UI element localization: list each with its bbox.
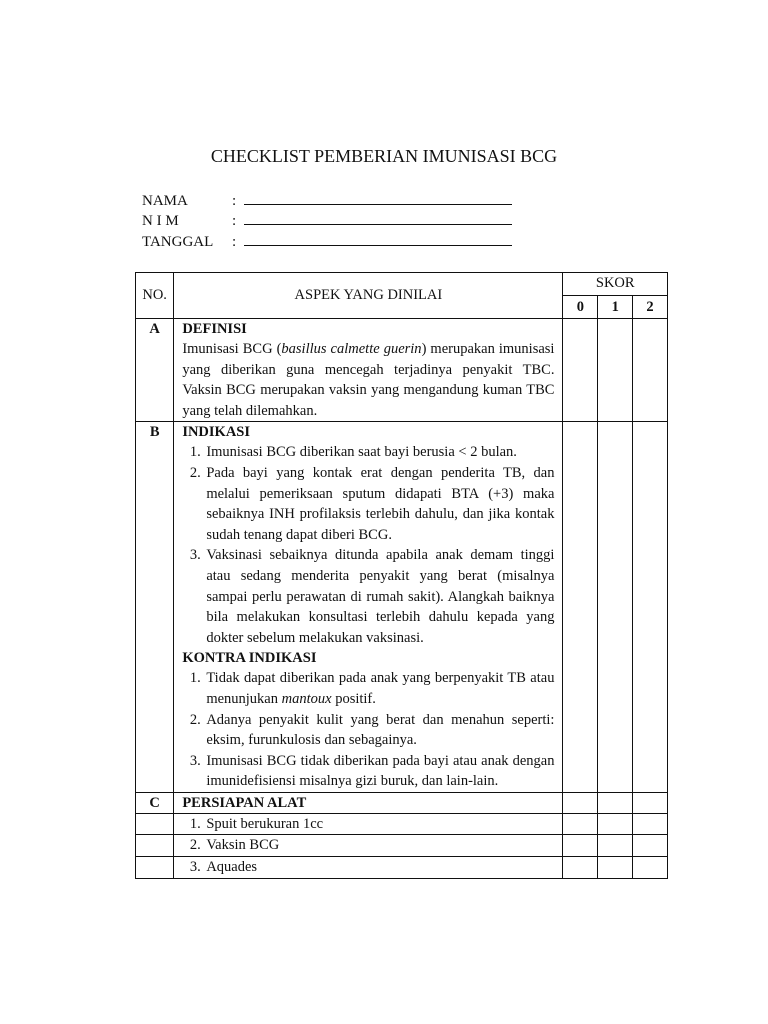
score-cell[interactable]	[598, 835, 633, 857]
table-row	[136, 422, 668, 793]
score-cell[interactable]	[563, 792, 598, 813]
score-cell[interactable]	[633, 319, 668, 422]
tanggal-input-line[interactable]	[244, 232, 512, 246]
score-cell[interactable]	[633, 835, 668, 857]
header-skor-2: 2	[633, 296, 668, 319]
section-title-definisi: DEFINISI	[182, 321, 247, 337]
score-cell[interactable]	[633, 422, 668, 793]
list-item: 2. Pada bayi yang kontak erat dengan penderita TB, dan melalui pemeriksaan sputum didapati BTA (+3) maka sebaiknya INH profilaksis terlebih dahulu, dan jika kontak sudah tenang dapat diberi BCG.	[204, 463, 554, 545]
header-skor-1: 1	[598, 296, 633, 319]
page-title: CHECKLIST PEMBERIAN IMUNISASI BCG	[210, 146, 558, 166]
tanggal-label: TANGGAL	[142, 234, 214, 250]
list-item: 1. Spuit berukuran 1cc	[204, 814, 554, 835]
definisi-text: Imunisasi BCG (basillus calmette guerin) merupakan imunisasi yang diberikan guna mencegah terjadinya penyakit TBC. Vaksin BCG merupakan vaksin yang mengandung kuman TBC yang telah dilemahkan.	[182, 341, 555, 419]
checklist-table	[135, 272, 668, 879]
tanggal-field[interactable]	[142, 232, 512, 252]
list-item: 3. Aquades	[204, 857, 554, 878]
section-letter-a: A	[136, 319, 174, 422]
table-row	[136, 835, 668, 857]
header-aspek: ASPEK YANG DINILAI	[174, 273, 563, 319]
table-row	[136, 857, 668, 879]
table-row	[136, 319, 668, 422]
list-item: 3. Imunisasi BCG tidak diberikan pada bayi atau anak dengan imunidefisiensi misalnya gizi buruk, dan lain-lain.	[204, 751, 554, 792]
score-cell[interactable]	[563, 835, 598, 857]
kontra-indikasi-list	[182, 668, 554, 792]
header-skor: SKOR	[563, 273, 668, 296]
score-cell[interactable]	[563, 319, 598, 422]
score-cell[interactable]	[563, 422, 598, 793]
section-letter-c: C	[136, 792, 174, 813]
list-item: 1. Tidak dapat diberikan pada anak yang berpenyakit TB atau menunjukan mantoux positif.	[204, 668, 554, 709]
nama-label: NAMA	[142, 193, 188, 209]
section-title-persiapan-alat: PERSIAPAN ALAT	[174, 792, 563, 813]
table-row	[136, 813, 668, 835]
section-letter-b: B	[136, 422, 174, 793]
section-title-indikasi: INDIKASI	[182, 424, 250, 441]
nim-colon: :	[232, 213, 237, 229]
score-cell[interactable]	[598, 792, 633, 813]
header-no: NO.	[136, 273, 174, 319]
nama-field[interactable]	[142, 191, 512, 211]
score-cell[interactable]	[598, 813, 633, 835]
list-item: 2. Vaksin BCG	[204, 835, 554, 856]
header-skor-0: 0	[563, 296, 598, 319]
section-a-content	[174, 319, 563, 422]
list-item: 3. Vaksinasi sebaiknya ditunda apabila anak demam tinggi atau sedang menderita penyakit yang berat (misalnya sampai perlu perawatan di rumah sakit). Alangkah baiknya bila melakukan konsultasi terlebih dahulu kepada yang dokter sebelum melakukan vaksinasi.	[204, 545, 554, 648]
score-cell[interactable]	[633, 857, 668, 879]
score-cell[interactable]	[633, 792, 668, 813]
list-item: 1. Imunisasi BCG diberikan saat bayi berusia < 2 bulan.	[204, 442, 554, 463]
score-cell[interactable]	[598, 422, 633, 793]
nama-colon: :	[232, 193, 237, 209]
score-cell[interactable]	[633, 813, 668, 835]
nim-label: N I M	[142, 213, 179, 229]
section-b-content	[174, 422, 563, 793]
nim-input-line[interactable]	[244, 211, 512, 225]
indikasi-list	[182, 442, 554, 648]
tanggal-colon: :	[232, 234, 237, 250]
nama-input-line[interactable]	[244, 191, 512, 205]
score-cell[interactable]	[598, 857, 633, 879]
nim-field[interactable]	[142, 211, 512, 231]
section-title-kontra-indikasi: KONTRA INDIKASI	[182, 650, 317, 667]
score-cell[interactable]	[563, 857, 598, 879]
score-cell[interactable]	[598, 319, 633, 422]
score-cell[interactable]	[563, 813, 598, 835]
list-item: 2. Adanya penyakit kulit yang berat dan menahun seperti: eksim, furunkulosis dan sebagainya.	[204, 710, 554, 751]
table-row	[136, 792, 668, 813]
